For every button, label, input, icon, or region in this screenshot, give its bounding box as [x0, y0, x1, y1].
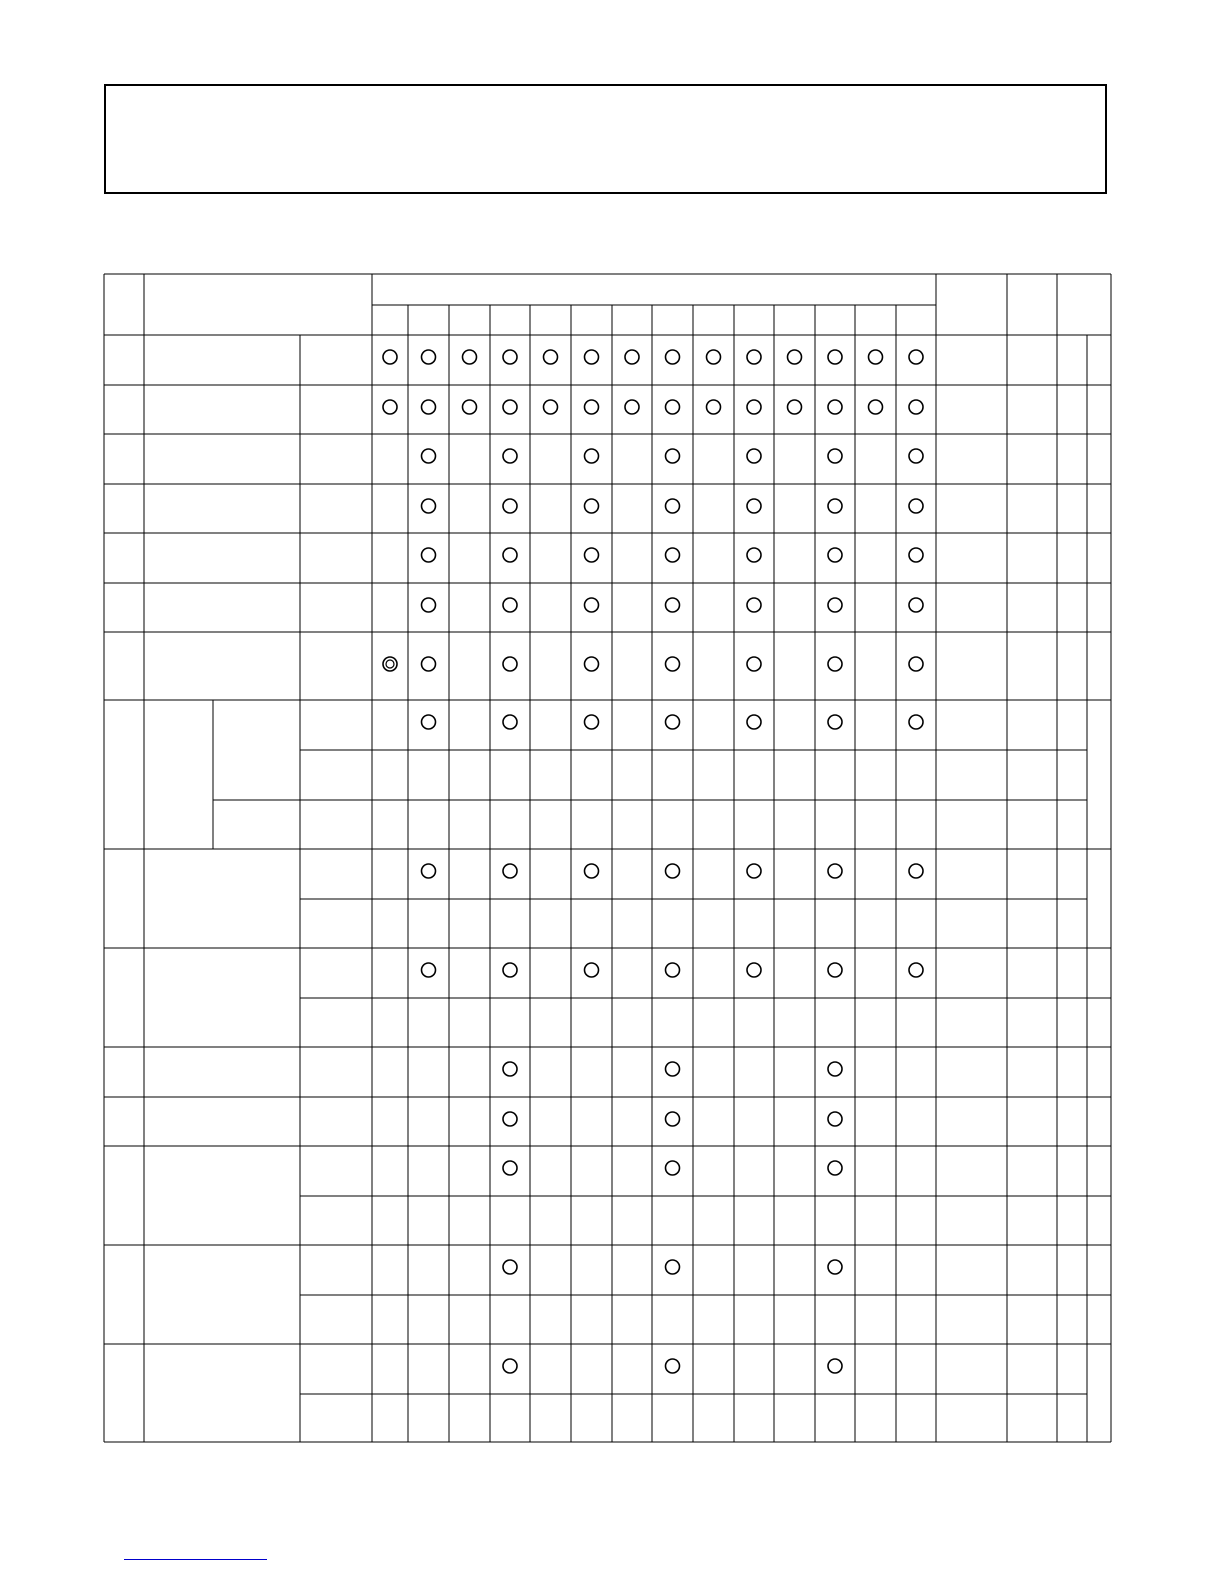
grid-marks [383, 350, 923, 1373]
circle-mark [585, 657, 599, 671]
circle-mark [828, 449, 842, 463]
circle-mark [828, 350, 842, 364]
circle-mark [585, 598, 599, 612]
circle-mark [422, 963, 436, 977]
circle-mark [503, 1112, 517, 1126]
circle-mark [788, 350, 802, 364]
grid-lines [104, 274, 1111, 1442]
circle-mark [909, 598, 923, 612]
circle-mark [747, 449, 761, 463]
circle-mark [747, 548, 761, 562]
circle-mark [544, 400, 558, 414]
circle-mark [585, 449, 599, 463]
circle-mark [909, 548, 923, 562]
circle-mark [909, 715, 923, 729]
circle-mark [585, 963, 599, 977]
circle-mark [585, 864, 599, 878]
circle-mark [666, 350, 680, 364]
circle-mark [422, 598, 436, 612]
circle-mark [503, 1359, 517, 1373]
circle-mark [747, 963, 761, 977]
circle-mark [828, 548, 842, 562]
footer-rule [124, 1559, 267, 1560]
circle-mark [747, 350, 761, 364]
circle-mark [585, 400, 599, 414]
circle-mark [666, 400, 680, 414]
circle-mark [828, 1062, 842, 1076]
circle-mark [828, 598, 842, 612]
circle-mark [585, 350, 599, 364]
circle-mark [422, 864, 436, 878]
circle-mark [503, 1260, 517, 1274]
circle-mark [747, 864, 761, 878]
circle-mark [747, 657, 761, 671]
circle-mark [503, 657, 517, 671]
circle-mark [828, 1161, 842, 1175]
circle-mark [503, 715, 517, 729]
circle-mark [909, 350, 923, 364]
circle-mark [503, 548, 517, 562]
circle-mark [585, 499, 599, 513]
circle-mark [869, 400, 883, 414]
circle-mark [422, 548, 436, 562]
circle-mark [503, 864, 517, 878]
circle-mark [909, 657, 923, 671]
circle-mark [909, 400, 923, 414]
circle-mark [585, 548, 599, 562]
circle-mark [625, 350, 639, 364]
circle-mark [383, 350, 397, 364]
circle-mark [747, 715, 761, 729]
circle-mark [666, 1359, 680, 1373]
circle-mark [666, 449, 680, 463]
circle-mark [422, 400, 436, 414]
circle-mark [828, 499, 842, 513]
circle-mark [909, 449, 923, 463]
circle-mark [707, 400, 721, 414]
double-circle-mark [383, 657, 397, 671]
circle-mark [666, 499, 680, 513]
circle-mark [666, 657, 680, 671]
circle-mark [463, 350, 477, 364]
circle-mark [666, 1161, 680, 1175]
circle-mark [666, 548, 680, 562]
circle-mark [747, 598, 761, 612]
circle-mark [747, 499, 761, 513]
circle-mark [909, 963, 923, 977]
circle-mark [463, 400, 477, 414]
circle-mark [828, 1112, 842, 1126]
double-circle-inner-mark [386, 660, 394, 668]
circle-mark [503, 1161, 517, 1175]
circle-mark [828, 400, 842, 414]
circle-mark [869, 350, 883, 364]
circle-mark [828, 1260, 842, 1274]
circle-mark [666, 1112, 680, 1126]
circle-mark [666, 864, 680, 878]
circle-mark [909, 864, 923, 878]
circle-mark [625, 400, 639, 414]
circle-mark [828, 657, 842, 671]
circle-mark [828, 864, 842, 878]
circle-mark [422, 715, 436, 729]
circle-mark [585, 715, 599, 729]
circle-mark [828, 1359, 842, 1373]
circle-mark [422, 657, 436, 671]
circle-mark [422, 499, 436, 513]
circle-mark [503, 598, 517, 612]
circle-mark [544, 350, 558, 364]
circle-mark [788, 400, 802, 414]
circle-mark [422, 350, 436, 364]
circle-mark [422, 449, 436, 463]
circle-mark [503, 499, 517, 513]
circle-mark [666, 963, 680, 977]
circle-mark [707, 350, 721, 364]
circle-mark [828, 715, 842, 729]
circle-mark [747, 400, 761, 414]
circle-mark [909, 499, 923, 513]
circle-mark [666, 715, 680, 729]
circle-mark [383, 400, 397, 414]
circle-mark [503, 449, 517, 463]
circle-mark [503, 400, 517, 414]
circle-mark [503, 1062, 517, 1076]
circle-mark [666, 1062, 680, 1076]
circle-mark [503, 963, 517, 977]
circle-mark [828, 963, 842, 977]
circle-mark [666, 598, 680, 612]
circle-mark [503, 350, 517, 364]
circle-mark [666, 1260, 680, 1274]
